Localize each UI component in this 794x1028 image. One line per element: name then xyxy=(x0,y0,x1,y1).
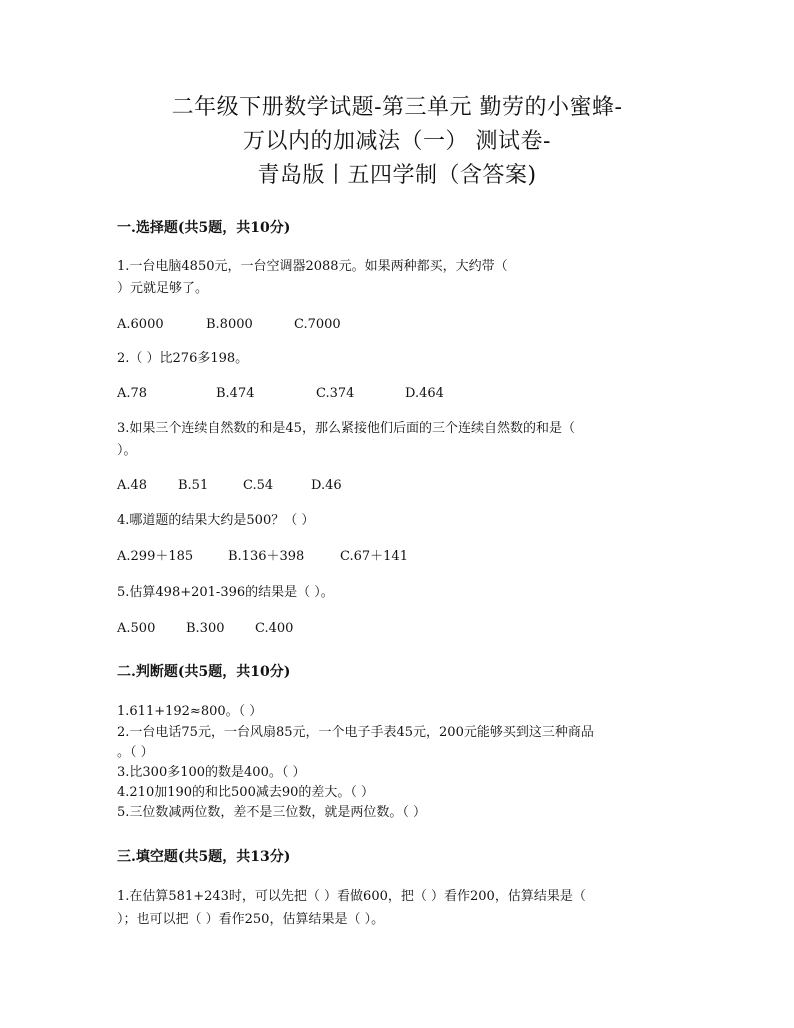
choice-q3-option-b: B.51 xyxy=(178,478,209,493)
choice-q3-option-d: D.46 xyxy=(311,478,342,493)
choice-q2-option-b: B.474 xyxy=(216,386,255,401)
choice-q4-option-a: A.299＋185 xyxy=(117,549,194,564)
choice-q2-option-d: D.464 xyxy=(405,386,444,401)
section-heading-fill: 三.填空题(共5题，共13分) xyxy=(117,849,291,865)
choice-q1-option-c: C.7000 xyxy=(294,317,341,332)
choice-q3-option-a: A.48 xyxy=(117,478,148,493)
judge-line-3: 。（ ） xyxy=(117,745,154,760)
choice-q5-option-c: C.400 xyxy=(255,621,294,636)
choice-q2-option-c: C.374 xyxy=(316,386,355,401)
fill-q1-line1: 1.在估算581+243时，可以先把（ ）看做600，把（ ）看作200，估算结果是（ xyxy=(117,889,586,904)
title-line-1: 二年级下册数学试题-第三单元 勤劳的小蜜蜂- xyxy=(171,95,623,120)
choice-q4-option-b: B.136＋398 xyxy=(228,549,305,564)
choice-q3-line1: 3.如果三个连续自然数的和是45，那么紧接他们后面的三个连续自然数的和是（ xyxy=(117,421,575,436)
choice-q1-line1: 1.一台电脑4850元，一台空调器2088元。如果两种都买，大约带（ xyxy=(117,259,508,274)
choice-q1-line2: ）元就足够了。 xyxy=(117,281,209,296)
choice-q5-option-a: A.500 xyxy=(117,621,156,636)
section-heading-choice: 一.选择题(共5题，共10分) xyxy=(117,220,291,236)
judge-line-4: 3.比300多100的数是400。（ ） xyxy=(117,765,306,780)
choice-q2-option-a: A.78 xyxy=(117,386,148,401)
choice-q5-line1: 5.估算498+201-396的结果是（ ）。 xyxy=(117,585,334,600)
choice-q5-option-b: B.300 xyxy=(186,621,225,636)
choice-q3-option-c: C.54 xyxy=(243,478,274,493)
choice-q1-option-a: A.6000 xyxy=(117,317,164,332)
section-heading-judge: 二.判断题(共5题，共10分) xyxy=(117,664,291,680)
fill-q1-line2: ）；也可以把（ ）看作250，估算结果是（ ）。 xyxy=(117,912,385,927)
judge-line-2: 2.一台电话75元，一台风扇85元，一个电子手表45元，200元能够买到这三种商品 xyxy=(117,725,594,740)
title-line-3: 青岛版丨五四学制（含答案) xyxy=(257,163,537,188)
choice-q4-line1: 4.哪道题的结果大约是500？（ ） xyxy=(117,513,315,528)
title-line-2: 万以内的加减法（一） 测试卷- xyxy=(243,129,551,154)
choice-q4-option-c: C.67＋141 xyxy=(340,549,408,564)
choice-q2-line1: 2.（ ）比276多198。 xyxy=(117,351,249,366)
judge-line-5: 4.210加190的和比500减去90的差大。（ ） xyxy=(117,785,375,800)
choice-q3-line2: ）。 xyxy=(117,443,137,458)
judge-line-1: 1.611+192≈800。（ ） xyxy=(117,704,263,719)
judge-line-6: 5.三位数减两位数，差不是三位数，就是两位数。（ ） xyxy=(117,805,427,820)
choice-q1-option-b: B.8000 xyxy=(206,317,253,332)
